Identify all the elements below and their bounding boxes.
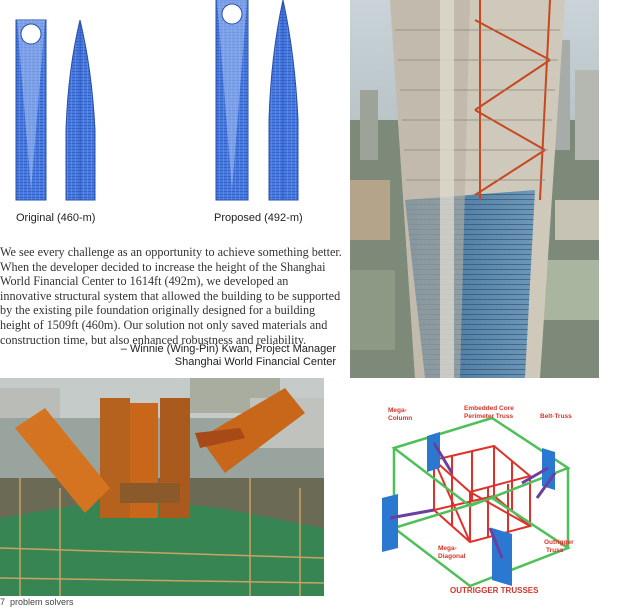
- diagram-title: OUTRIGGER TRUSSES: [450, 586, 539, 595]
- page-number: 7: [0, 597, 6, 607]
- proposed-front-elevation: [216, 0, 248, 200]
- belt-truss: [394, 418, 568, 586]
- elevation-svg: [0, 0, 345, 232]
- label-mega-column: Mega- Column: [388, 407, 413, 422]
- outrigger-truss-diagram: [372, 398, 584, 598]
- page-footer: [0, 597, 74, 607]
- proposed-side-elevation: [269, 0, 298, 200]
- quote-attribution-name: – Winnie (Wing-Pin) Kwan, Project Manager: [120, 343, 336, 355]
- quote-text: We see every challenge as an opportunity to achieve something better. When the developer decided to increase the height of the Shanghai World Financial Center to 1614ft (492m), we developed an innovative structural system that allowed the building to be supported by the existing pile foundation originally designed for a building height of 1509ft (460m). Our solution not only saved materials and construction time, but also enhanced robustness and reliability.: [0, 245, 342, 347]
- label-embedded-core: Embedded Core Perimeter Truss: [464, 405, 514, 420]
- label-belt-truss: Belt-Truss: [540, 413, 572, 420]
- proposed-elevation-caption: Proposed (492-m): [214, 212, 303, 224]
- quote-attribution-project: Shanghai World Financial Center: [174, 356, 336, 368]
- label-mega-diagonal: Mega- Diagonal: [438, 545, 466, 560]
- elevation-drawings: [0, 0, 345, 232]
- original-side-elevation: [66, 20, 95, 200]
- original-front-elevation: [16, 20, 46, 200]
- original-elevation-caption: Original (460-m): [16, 212, 96, 224]
- steel-columns-photo: [0, 378, 324, 596]
- core-truss: [434, 446, 530, 542]
- label-outrigger-truss: Outrigger Truss: [544, 539, 574, 554]
- footer-section: problem solvers: [10, 597, 74, 607]
- tower-construction-photo: [350, 0, 599, 378]
